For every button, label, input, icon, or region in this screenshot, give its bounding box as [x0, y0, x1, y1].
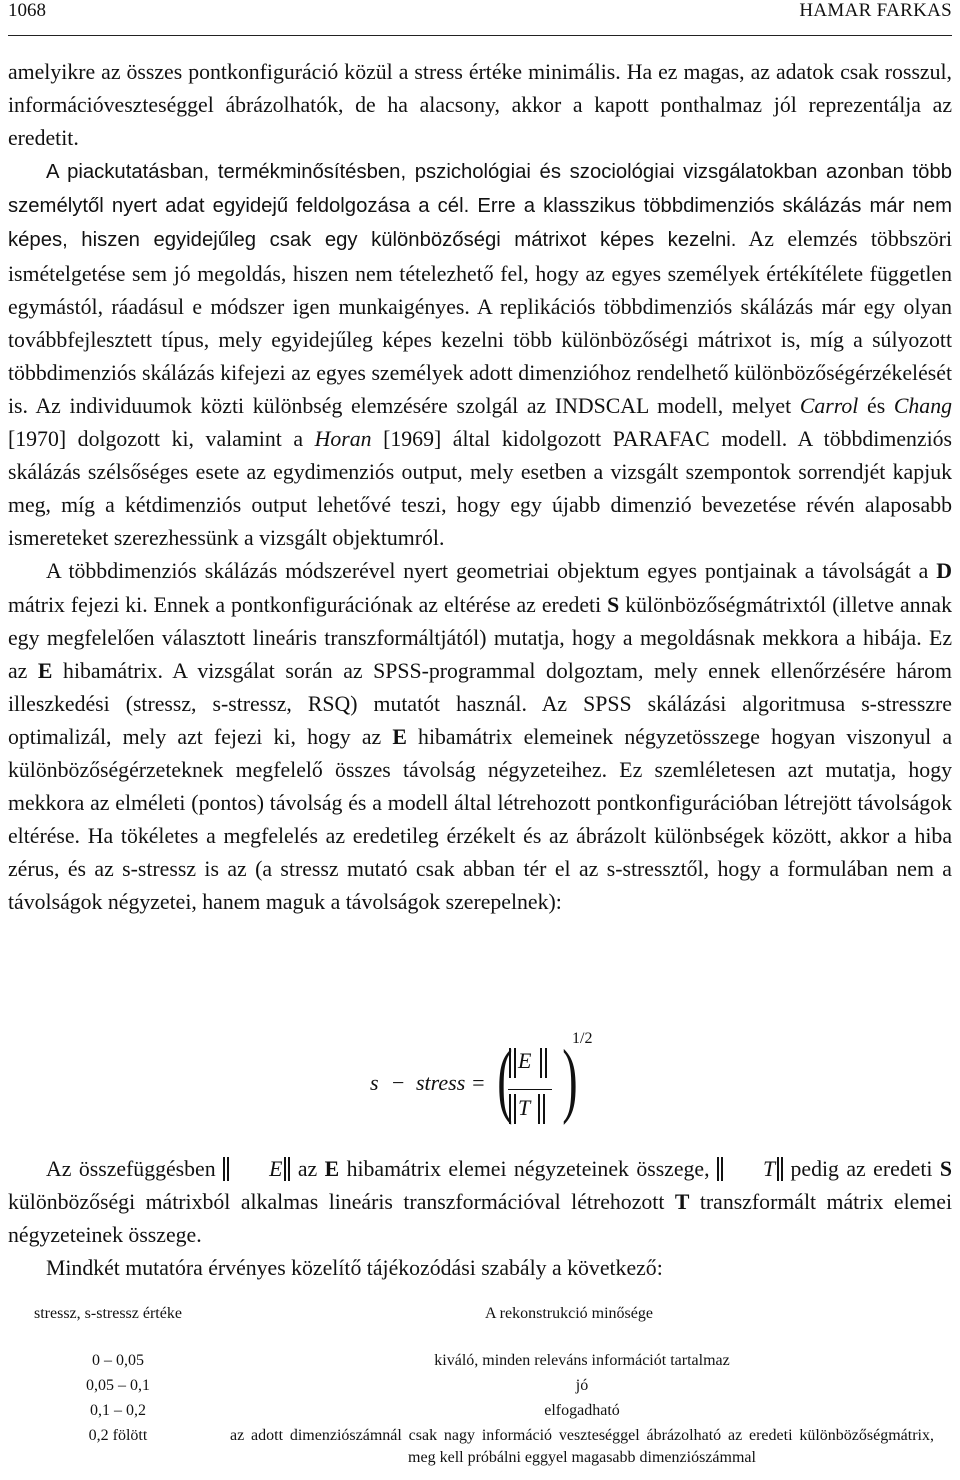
matrix-e-2: E	[392, 724, 407, 749]
header-rule	[8, 35, 952, 36]
table-cell-range: 0,1 – 0,2	[90, 1402, 146, 1419]
paragraph-4-text-b: az	[290, 1157, 325, 1181]
paragraph-3-text-b: mátrix fejezi ki. Ennek a pontkonfigurációnak az eltérése az eredeti	[8, 592, 608, 617]
table-cell-range: 0 – 0,05	[92, 1352, 144, 1369]
formula-numerator: E	[518, 1048, 532, 1073]
norm-bar	[538, 1094, 540, 1124]
norm-e-symbol: E	[269, 1157, 283, 1181]
norm-e	[223, 1157, 290, 1181]
matrix-t-bold: T	[674, 1190, 690, 1215]
paragraph-4	[8, 1153, 952, 1252]
paragraph-4-text-d: pedig az eredeti	[783, 1157, 940, 1181]
author-carrol: Carrol	[799, 393, 859, 418]
paragraph-2	[8, 155, 952, 555]
table-cell-range: 0,05 – 0,1	[86, 1377, 150, 1394]
formula-denominator: T	[518, 1095, 531, 1120]
paragraph-4-text-c: hibamátrix elemei négyzeteinek összege,	[339, 1157, 717, 1181]
paragraph-3-text-e: hibamátrix elemeinek négyzetösszege hogyan viszonyul a különbözőségérzeteknek megfelelő összes távolság négyzeteihez. Ez szemléletesen azt mutatja, hogy mekkora az elméleti (pontos) távolság és a modell által létrehozott pontkonfigurációban létrejött távolságok eltérése. Ha tökéletes a megfelelés az eredetileg érzékelt és az ábrázolt különbségek között, akkor a hiba zérus, és az s-stressz is az (a stressz mutató csak abban tér el az s-stressztől, hogy a formulában nem a távolságok négyzetei, hanem maguk a távolságok szerepelnek):	[8, 724, 952, 915]
fraction-bar	[508, 1089, 552, 1090]
paragraph-4-text-f: transzformált mátrix elemei négyzeteinek összege.	[8, 1190, 952, 1248]
table-cell-quality: az adott dimenziószámnál csak nagy információ veszteséggel ábrázolható az eredeti különbözőségmátrix, meg kell próbálni eggyel magasabb dimenziószámmal	[230, 1427, 934, 1466]
norm-bar	[545, 1048, 547, 1078]
paragraph-4-text-a: Az összefüggésben	[46, 1157, 224, 1181]
table-header-range: stressz, s-stressz értéke	[34, 1305, 182, 1322]
formula-stress: stress =	[416, 1070, 486, 1095]
norm-bar	[509, 1094, 511, 1124]
paragraph-2-text-c: [1970] dolgozott ki, valamint a	[8, 427, 315, 452]
formula-right-paren: )	[562, 1033, 578, 1126]
paragraph-4-text-e: különbözőségi mátrixból alkalmas lineáris transzformációval létrehozott	[8, 1190, 675, 1215]
table-cell-quality: jó	[575, 1377, 589, 1394]
formula-exponent: 1/2	[572, 1030, 593, 1047]
paragraph-3-text-a: A többdimenziós skálázás módszerével nyert geometriai objektum egyes pontjainak a távolságát a	[46, 559, 937, 584]
norm-t	[717, 1157, 783, 1181]
matrix-s-bold: S	[939, 1157, 952, 1181]
s-stress-formula	[366, 1030, 606, 1130]
matrix-e: E	[37, 658, 53, 683]
body-text	[8, 56, 952, 919]
formula-minus: −	[392, 1070, 405, 1095]
matrix-s: S	[607, 592, 620, 617]
formula-left-paren: (	[497, 1033, 513, 1126]
paragraph-3-text-d: hibamátrix. A vizsgálat során az SPSS-programmal dolgoztam, mely ennek ellenőrzésére három illeszkedési (stressz, s-stressz, RSQ) mutatót használ. Az SPSS skálázási algoritmusa s-stresszre optimalizál, mely azt fejezi ki, hogy az	[8, 658, 952, 749]
table-cell-quality: kiváló, minden releváns információt tartalmaz	[434, 1352, 730, 1369]
norm-bar	[514, 1048, 516, 1078]
paragraph-3	[8, 555, 952, 919]
norm-t-symbol: T	[762, 1157, 776, 1181]
table-cell-quality: elfogadható	[544, 1402, 620, 1419]
explanation-text	[8, 1153, 952, 1285]
paragraph-2-sans-part: A piackutatásban, termékminősítésben, pszichológiai és szociológiai vizsgálatokban azonban több személytől nyert adat egyidejű feldolgozása a cél. Erre a klasszikus többdimenziós skálázás már nem képes, hiszen egyidejűleg csak egy különbözőségi mátrixot képes kezelni.	[8, 161, 952, 252]
table-header-quality: A rekonstrukció minősége	[485, 1305, 653, 1322]
formula-s: s	[370, 1070, 379, 1095]
running-head: HAMAR FARKAS	[799, 0, 952, 21]
author-chang: Chang	[893, 393, 952, 418]
paragraph-2-text-d: [1969] által kidolgozott PARAFAC modell. A többdimenziós skálázás szélsőséges esete az egydimenziós output, mely esetben a vizsgált szempontok sorrendjét kapjuk meg, míg a kétdimenziós output lehetővé teszi, hogy egy újabb dimenzió bevezetése révén alaposabb ismereteket szerezhessünk a vizsgált objektumról.	[8, 427, 953, 551]
norm-bar	[543, 1094, 545, 1124]
norm-bar	[540, 1048, 542, 1078]
page-number: 1068	[8, 0, 46, 21]
page-header	[8, 0, 952, 26]
paragraph-5: Mindkét mutatóra érvényes közelítő tájékozódási szabály a következő:	[46, 1256, 663, 1281]
author-horan: Horan	[314, 427, 372, 452]
norm-bar	[514, 1094, 516, 1124]
paragraph-2-text-b: és	[858, 393, 894, 418]
matrix-d: D	[936, 559, 952, 584]
norm-bar	[509, 1048, 511, 1078]
matrix-e-bold: E	[324, 1157, 340, 1181]
paragraph-3-text-c: különbözőségmátrixtól (illetve annak egy megfelelően választott lineáris transzformáltjától) mutatja, hogy a megoldásnak mekkora a hibája. Ez az	[8, 592, 952, 683]
table-cell-range: 0,2 fölött	[88, 1427, 148, 1444]
paragraph-1: amelyikre az összes pontkonfiguráció közül a stress értéke minimális. Ha ez magas, az adatok csak rosszul, információveszteséggel ábrázolhatók, de ha alacsony, akkor a kapott ponthalmaz jól reprezentálja az eredetit.	[8, 60, 952, 151]
paragraph-2-text-a: Az elemzés többszöri ismételgetése sem jó megoldás, hiszen nem tételezhető fel, hogy az egyes személyek értékítélete független egymástól, ráadásul e módszer igen munkaigényes. A replikációs többdimenziós skálázás már egy olyan továbbfejlesztett típus, mely egyidejűleg képes kezelni több különbözőségi mátrixot is, míg a súlyozott többdimenziós skálázás kifejezi az egyes személyek adott dimenzióhoz rendelhető különbözőségérzékelését is. Az individuumok közti különbség elemzésére szolgál az INDSCAL modell, melyet	[8, 227, 952, 418]
